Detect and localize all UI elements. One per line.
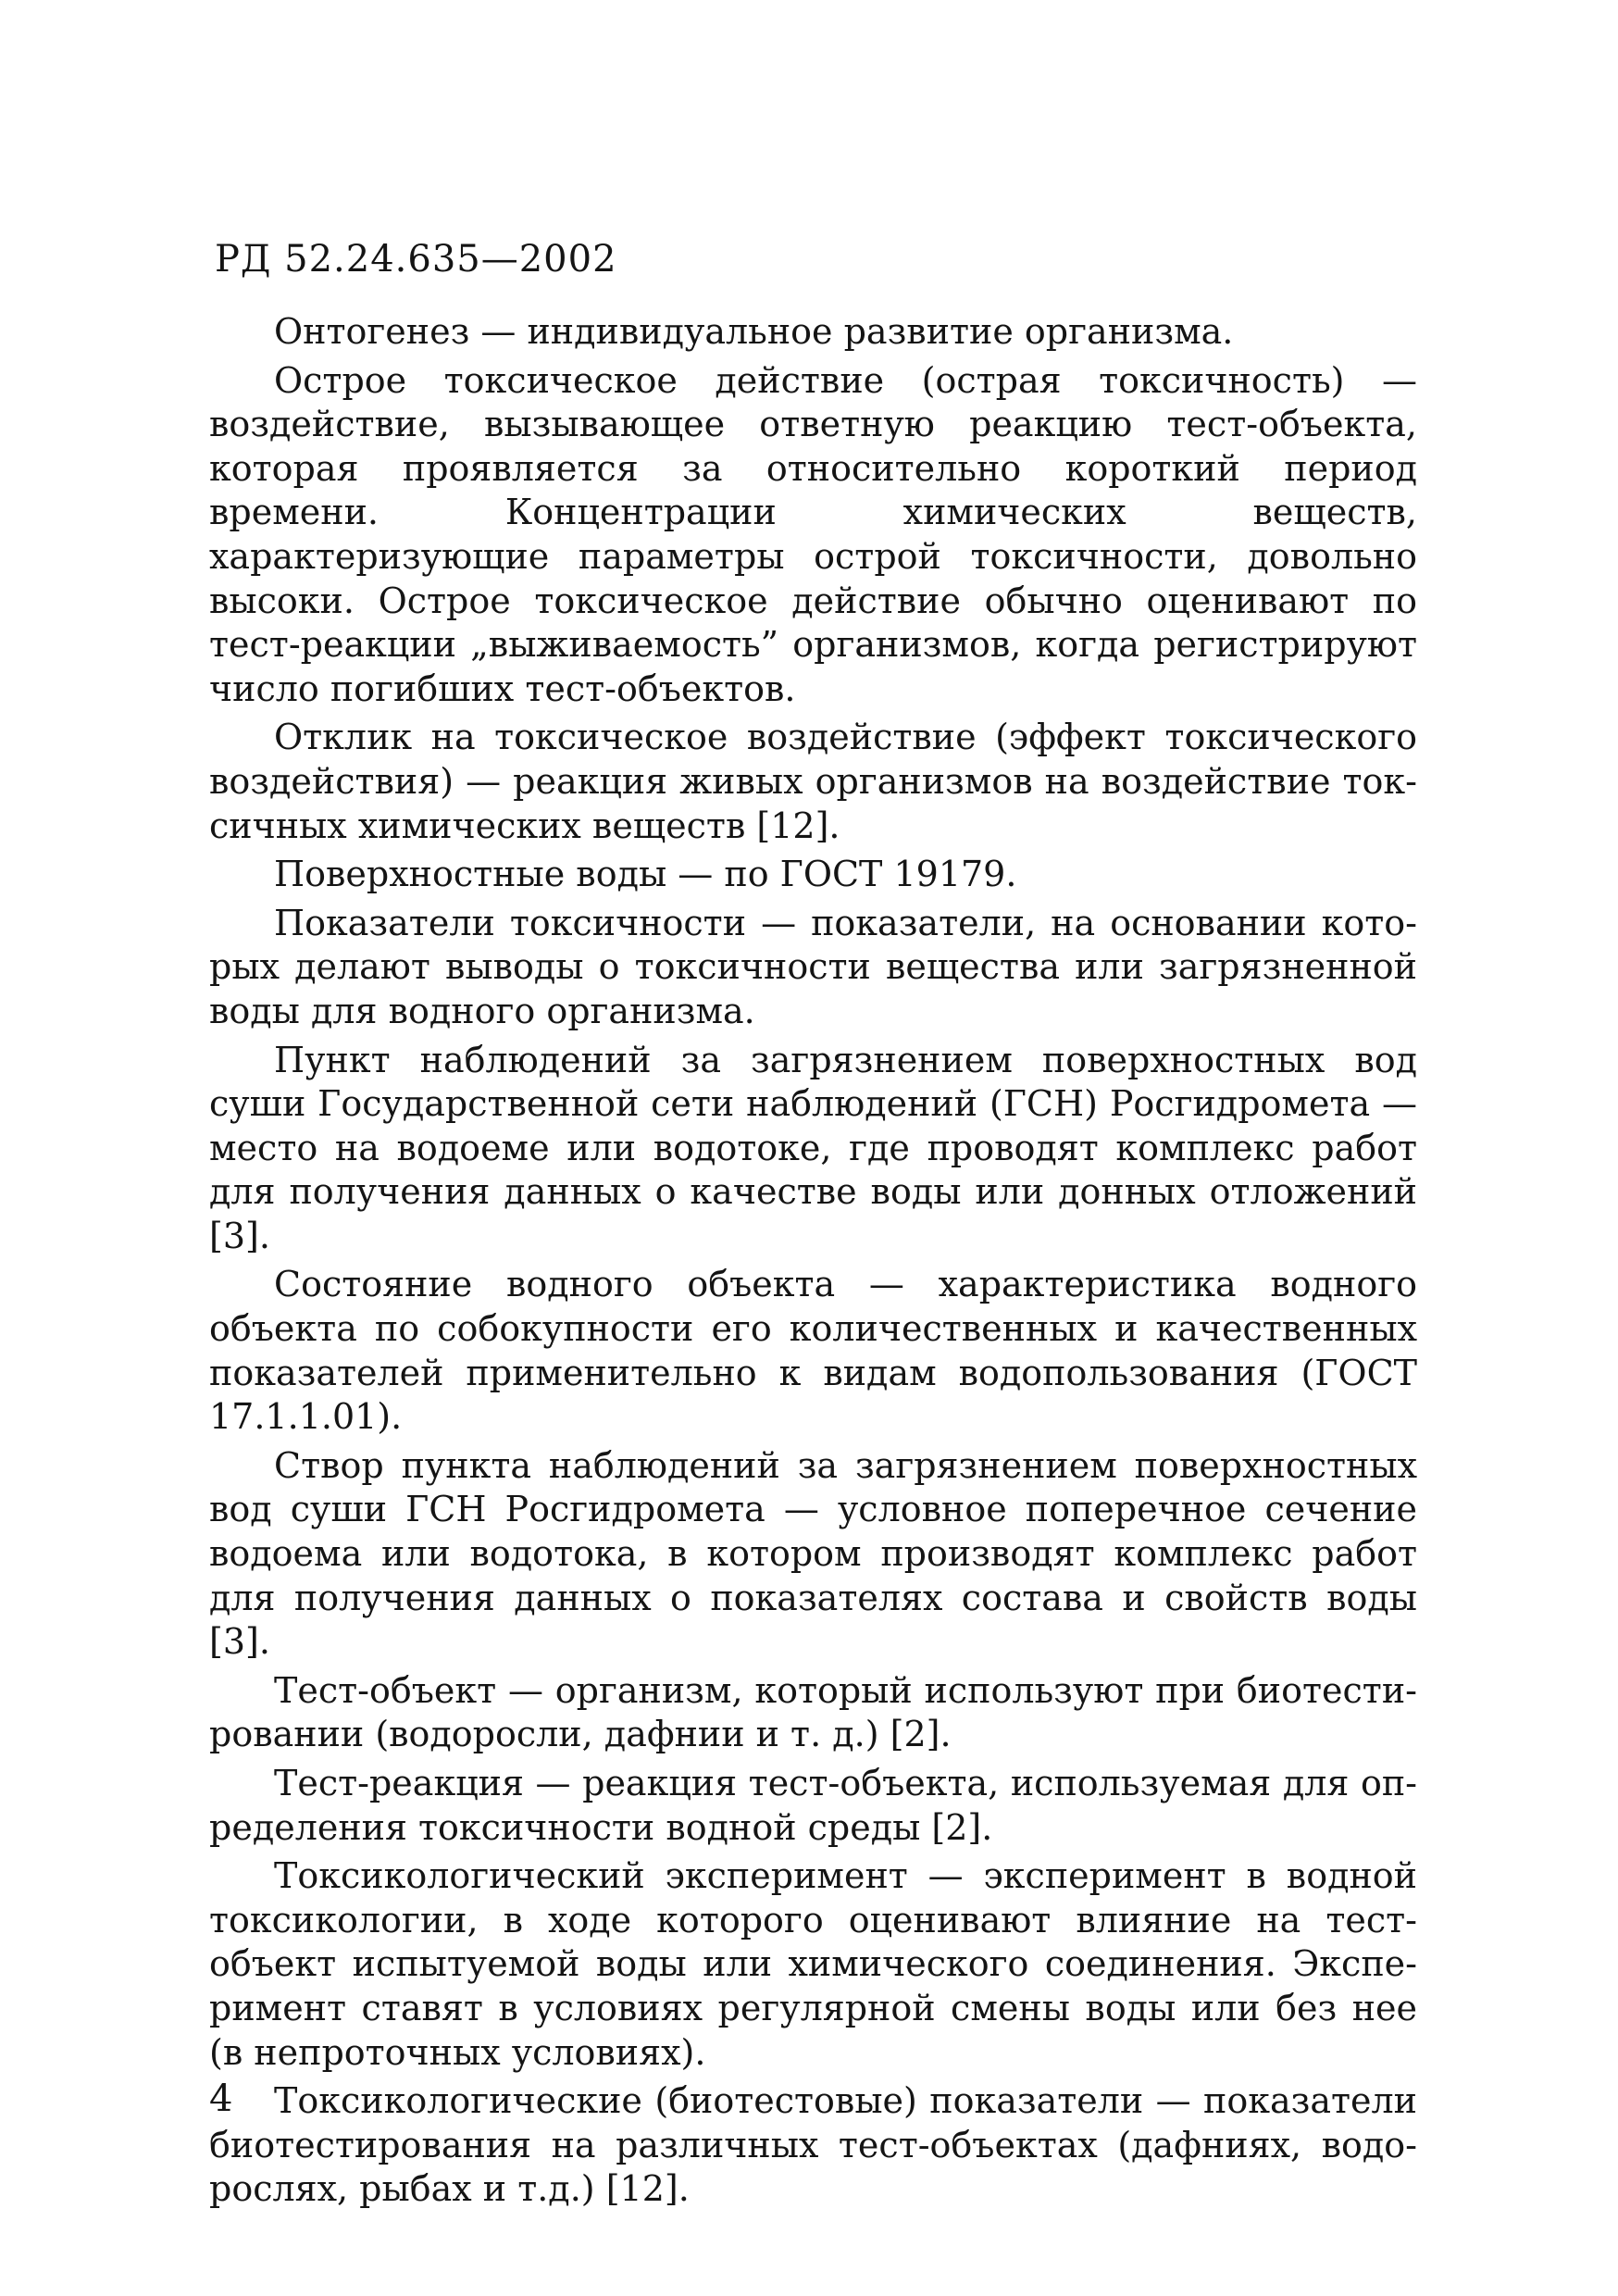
paragraph-toxic-response: Отклик на токсическое воздействие (эффект токсического воздействия) — реакция живых организмов на воздействие токсичных химических веществ [12]. bbox=[209, 717, 1417, 846]
paragraph-observation-point: Пункт наблюдений за загрязнением поверхностных вод суши Государственной сети наблюдений (ГСН) Росгидромета — место на водоеме или водотоке, где проводят комплекс работ для получения данных о качестве воды или донных отложений [3]. bbox=[209, 1039, 1417, 1256]
paragraph-test-object: Тест-объект — организм, который используют при биотестировании (водоросли, дафнии и т. д.) [2]. bbox=[209, 1669, 1417, 1755]
paragraph-water-body-state: Состояние водного объекта — характеристика водного объекта по собокупности его количественных и качественных показателей применительно к видам водопользования (ГОСТ 17.1.1.01). bbox=[209, 1264, 1417, 1438]
document-code-header: РД 52.24.635—2002 bbox=[215, 238, 617, 281]
paragraph-acute-toxicity: Острое токсическое действие (острая токсичность) — воздействие, вызывающее ответную реакцию тест-объекта, которая проявляется за относительно короткий период времени. Концентрации химических веществ, характеризующие параметры острой токсичности, довольно высоки. Острое токсическое действие обычно оценивают по тест-реакции „выживаемость” организмов, когда регистрируют число погибших тест-объектов. bbox=[209, 359, 1417, 709]
paragraph-toxicity-indicators: Показатели токсичности — показатели, на основании которых делают выводы о токсичности вещества или загрязненной воды для водного организма. bbox=[209, 902, 1417, 1031]
paragraph-test-reaction: Тест-реакция — реакция тест-объекта, используемая для определения токсичности водной среды [2]. bbox=[209, 1763, 1417, 1848]
paragraph-observation-section: Створ пункта наблюдений за загрязнением поверхностных вод суши ГСН Росгидромета — условное поперечное сечение водоема или водотока, в котором производят комплекс работ для получения данных о показателях состава и свойств воды [3]. bbox=[209, 1444, 1417, 1663]
page-number: 4 bbox=[209, 2078, 233, 2120]
definitions-text bbox=[209, 310, 1417, 2216]
paragraph-toxicological-experiment: Токсикологический эксперимент — эксперимент в водной токсикологии, в ходе которого оценивают влияние на тест-объект испытуемой воды или химического соединения. Эксперимент ставят в условиях регулярной смены воды или без нее (в непроточных условиях). bbox=[209, 1855, 1417, 2073]
paragraph-surface-waters: Поверхностные воды — по ГОСТ 19179. bbox=[274, 854, 1017, 895]
paragraph-ontogenesis: Онтогенез — индивидуальное развитие организма. bbox=[274, 311, 1234, 352]
paragraph-toxicological-indicators: Токсикологические (биотестовые) показатели — показатели биотестирования на различных тест-объектах (дафниях, водорослях, рыбах и т.д.) [12]. bbox=[209, 2080, 1417, 2210]
